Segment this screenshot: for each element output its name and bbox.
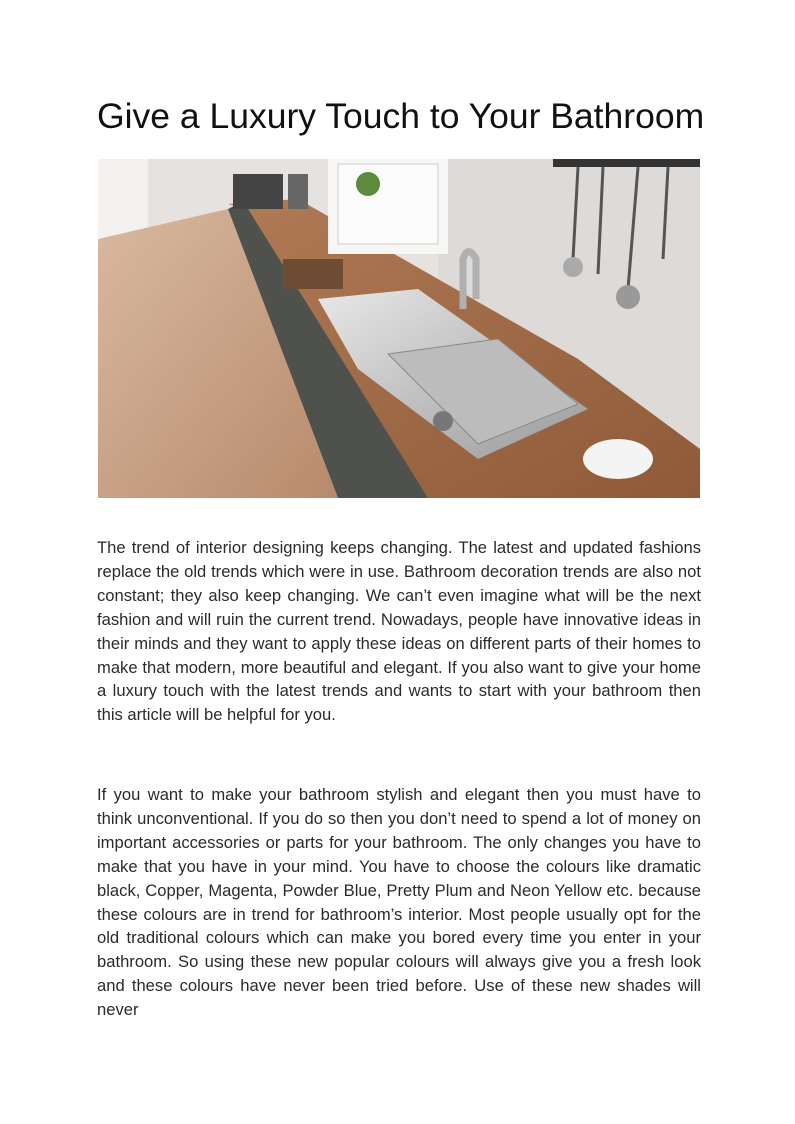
kitchen-sink-illustration <box>98 159 700 498</box>
page-title: Give a Luxury Touch to Your Bathroom <box>97 96 705 136</box>
kitchen-sink-photo <box>98 159 700 498</box>
paragraph-colours: If you want to make your bathroom stylish and elegant then you must have to think unconventional. If you do so then you don’t need to spend a lot of money on important accessories or parts for your bathroom. The only changes you have to make that you have in your mind. You have to choose the colours like dramatic black, Copper, Magenta, Powder Blue, Pretty Plum and Neon Yellow etc. because these colours are in trend for bathroom’s interior. Most people usually opt for the old traditional colours which can make you bored every time you enter in your bathroom. So using these new popular colours will always give you a fresh look and these colours have never been tried before. Use of these new shades will never <box>97 785 701 1020</box>
paragraph-intro: The trend of interior designing keeps changing. The latest and updated fashions replace the old trends which were in use. Bathroom decoration trends are also not constant; they also keep changing. We can’t even imagine what will be the next fashion and will ruin the current trend. Nowadays, people have innovative ideas in their minds and they want to apply these ideas on different parts of their homes to make that modern, more beautiful and elegant. If you also want to give your home a luxury touch with the latest trends and wants to start with your bathroom then this article will be helpful for you. <box>97 538 701 725</box>
